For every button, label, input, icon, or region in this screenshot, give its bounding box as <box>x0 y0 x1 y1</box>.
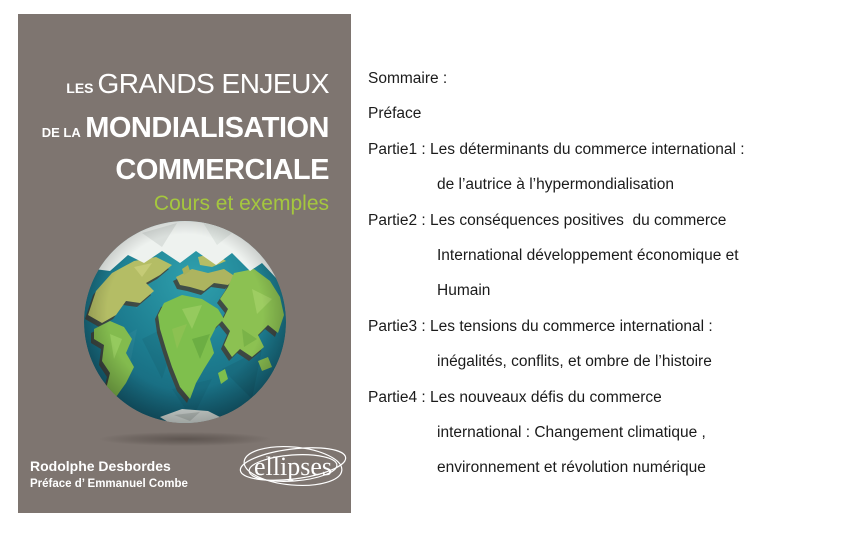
toc-entry-partie1: Partie1 : Les déterminants du commerce international : <box>368 140 745 158</box>
title-line-1 <box>18 64 329 109</box>
sommaire <box>368 61 848 486</box>
book-title-block <box>18 64 351 220</box>
publisher-logo-svg <box>236 435 350 495</box>
preface-credit: Préface d’ Emmanuel Combe <box>30 478 188 490</box>
toc-subline: inégalités, conflits, et ombre de l’histoire <box>437 353 712 371</box>
publisher-logo-text: ellipses <box>254 452 332 481</box>
toc-subline: environnement et révolution numérique <box>437 459 706 477</box>
title-prefix-de-la: DE LA <box>41 125 81 140</box>
title-commerciale: COMMERCIALE <box>115 154 329 186</box>
author-block <box>30 457 188 492</box>
toc-entry-partie4: Partie4 : Les nouveaux défis du commerce <box>368 388 662 406</box>
book-cover <box>18 14 351 513</box>
title-prefix-les: LES <box>66 80 94 96</box>
globe-svg <box>82 219 288 425</box>
toc-subline: de l’autrice à l’hypermondialisation <box>437 176 674 194</box>
title-grands-enjeux: GRANDS ENJEUX <box>97 68 329 99</box>
publisher-logo <box>236 435 350 495</box>
sommaire-heading: Sommaire : <box>368 70 448 87</box>
toc-entry-partie3: Partie3 : Les tensions du commerce international : <box>368 317 713 335</box>
toc-subline: Humain <box>437 282 491 300</box>
land-australia <box>276 371 288 405</box>
author-name: Rodolphe Desbordes <box>30 458 171 474</box>
toc-subline: International développement économique et <box>437 247 739 265</box>
toc-entry-partie2: Partie2 : Les conséquences positives du commerce <box>368 211 727 229</box>
book-subtitle: Cours et exemples <box>153 192 329 215</box>
toc-subline: international : Changement climatique , <box>437 424 706 442</box>
globe-illustration <box>82 219 288 425</box>
title-mondialisation: MONDIALISATION <box>85 112 329 144</box>
title-line-2 <box>18 109 329 152</box>
toc-entry-preface: Préface <box>368 105 422 123</box>
